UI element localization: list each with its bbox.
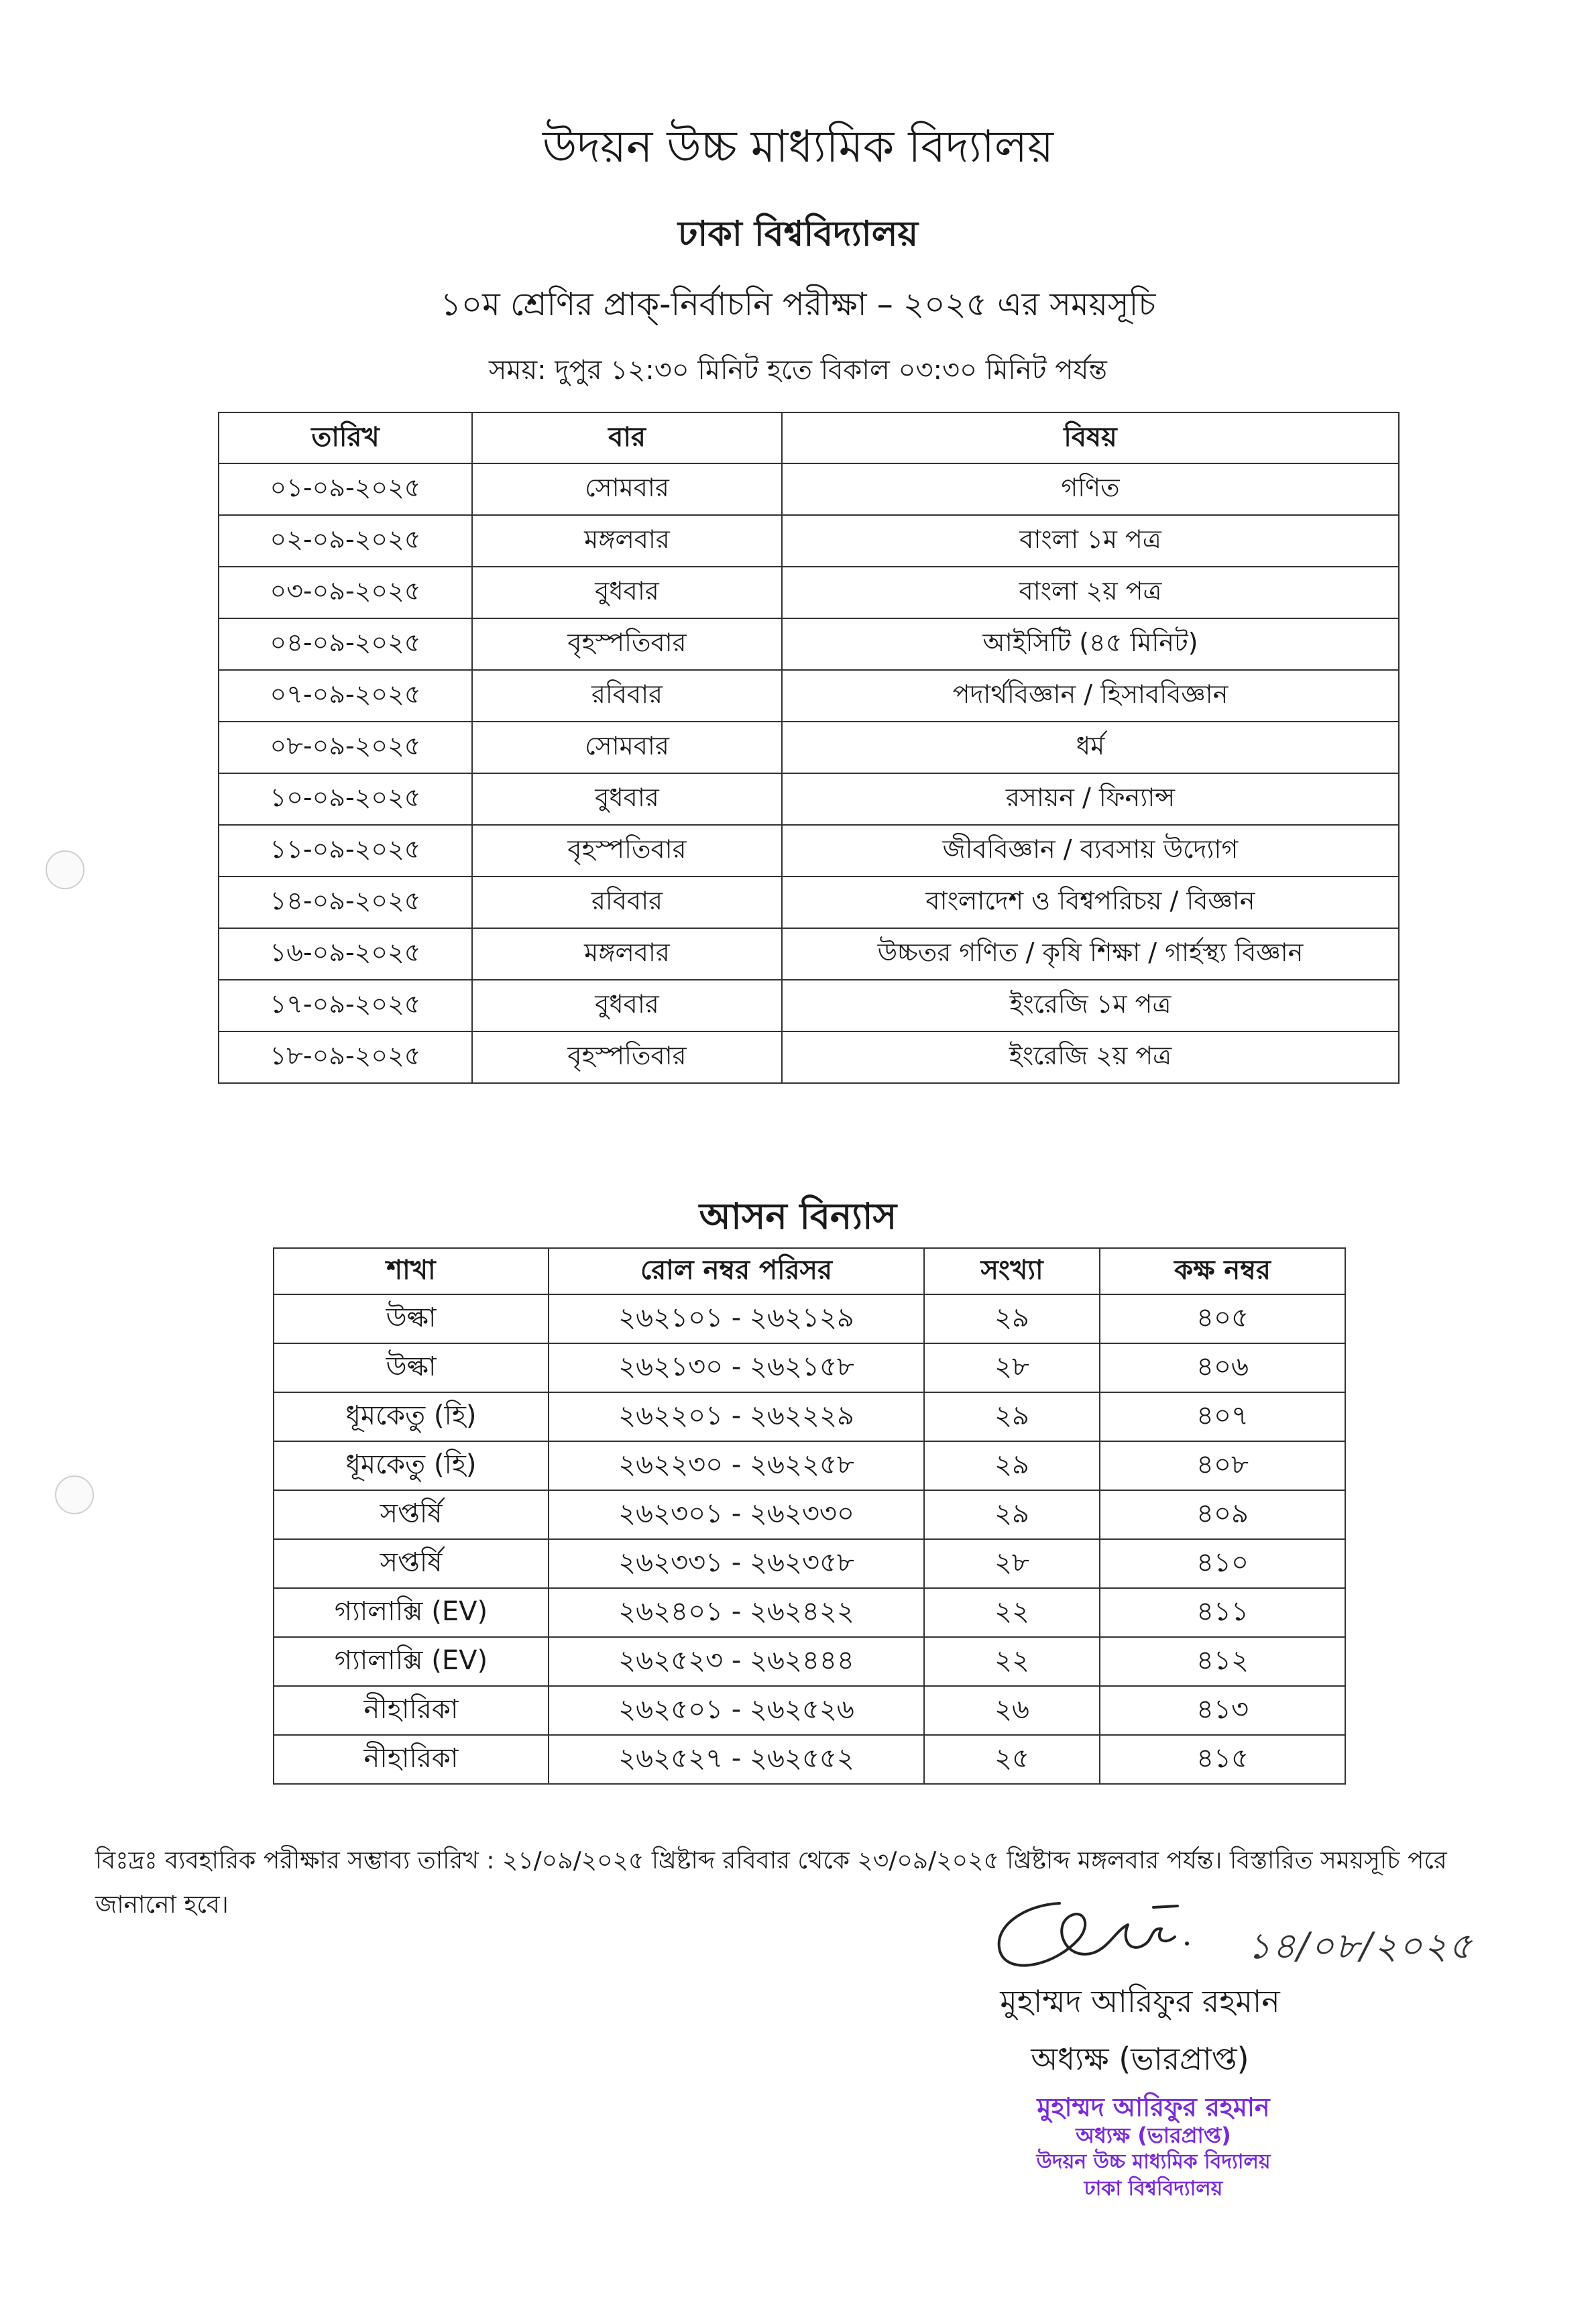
- handwritten-signature: [986, 1891, 1241, 1985]
- student-count: ২৮: [924, 1343, 1100, 1392]
- exam-day: বৃহস্পতিবার: [472, 618, 782, 670]
- exam-date: ১৬-০৯-২০২৫: [219, 928, 472, 980]
- table-row: [274, 1637, 1345, 1686]
- section-name: গ্যালাক্সি (EV): [274, 1588, 549, 1637]
- room-number: ৪০৬: [1100, 1343, 1345, 1392]
- room-number: ৪১১: [1100, 1588, 1345, 1637]
- section-name: উল্কা: [274, 1343, 549, 1392]
- section-name: ধূমকেতু (হি): [274, 1441, 549, 1490]
- table-row: [274, 1588, 1345, 1637]
- table-row: [274, 1294, 1345, 1343]
- roll-range: ২৬২২৩০ - ২৬২২৫৮: [549, 1441, 924, 1490]
- exam-subject: জীববিজ্ঞান / ব্যবসায় উদ্যোগ: [782, 825, 1399, 877]
- exam-subject: রসায়ন / ফিন্যান্স: [782, 773, 1399, 825]
- seating-header-row: [274, 1248, 1345, 1294]
- signer-role: অধ্যক্ষ (ভারপ্রাপ্ত): [1031, 2041, 1249, 2077]
- section-name: সপ্তর্ষি: [274, 1490, 549, 1539]
- table-row: [219, 722, 1399, 773]
- roll-range: ২৬২৪০১ - ২৬২৪২২: [549, 1588, 924, 1637]
- section-name: ধূমকেতু (হি): [274, 1392, 549, 1441]
- room-number: ৪১০: [1100, 1539, 1345, 1588]
- exam-date: ১৪-০৯-২০২৫: [219, 877, 472, 928]
- exam-day: বৃহস্পতিবার: [472, 825, 782, 877]
- stamp-university: ঢাকা বিশ্ববিদ্যালয়: [1084, 2177, 1223, 2200]
- table-row: [274, 1392, 1345, 1441]
- table-row: [219, 515, 1399, 567]
- roll-range: ২৬২১৩০ - ২৬২১৫৮: [549, 1343, 924, 1392]
- roll-range: ২৬২৫০১ - ২৬২৫২৬: [549, 1686, 924, 1735]
- seating-header-section: শাখা: [274, 1248, 549, 1294]
- section-name: নীহারিকা: [274, 1686, 549, 1735]
- room-number: ৪০৮: [1100, 1441, 1345, 1490]
- table-row: [274, 1490, 1345, 1539]
- table-row: [219, 773, 1399, 825]
- student-count: ২২: [924, 1637, 1100, 1686]
- student-count: ২২: [924, 1588, 1100, 1637]
- room-number: ৪০৫: [1100, 1294, 1345, 1343]
- seating-heading: আসন বিন্যাস: [699, 1195, 897, 1237]
- seating-table: [273, 1247, 1346, 1785]
- exam-day: রবিবার: [472, 670, 782, 722]
- table-row: [219, 567, 1399, 618]
- exam-day: বৃহস্পতিবার: [472, 1031, 782, 1083]
- student-count: ২৯: [924, 1392, 1100, 1441]
- practical-exam-note: [95, 1839, 1510, 1927]
- exam-subject: বাংলা ২য় পত্র: [782, 567, 1399, 618]
- table-row: [274, 1735, 1345, 1784]
- exam-subject: উচ্চতর গণিত / কৃষি শিক্ষা / গার্হস্থ্য বিজ্ঞান: [782, 928, 1399, 980]
- student-count: ২৬: [924, 1686, 1100, 1735]
- official-stamp: [979, 2092, 1328, 2202]
- section-name: সপ্তর্ষি: [274, 1539, 549, 1588]
- table-row: [219, 825, 1399, 877]
- roll-range: ২৬২২০১ - ২৬২২২৯: [549, 1392, 924, 1441]
- schedule-header-subject: বিষয়: [782, 412, 1399, 463]
- exam-date: ০২-০৯-২০২৫: [219, 515, 472, 567]
- exam-date: ১৭-০৯-২০২৫: [219, 980, 472, 1031]
- table-row: [219, 618, 1399, 670]
- table-row: [219, 670, 1399, 722]
- exam-time: সময়: দুপুর ১২:৩০ মিনিট হতে বিকাল ০৩:৩০ মিনিট পর্যন্ত: [488, 355, 1108, 386]
- exam-date: ১৮-০৯-২০২৫: [219, 1031, 472, 1083]
- exam-subject: বাংলাদেশ ও বিশ্বপরিচয় / বিজ্ঞান: [782, 877, 1399, 928]
- table-row: [274, 1686, 1345, 1735]
- roll-range: ২৬২৫২৭ - ২৬২৫৫২: [549, 1735, 924, 1784]
- stamp-name: মুহাম্মদ আরিফুর রহমান: [1037, 2092, 1270, 2122]
- student-count: ২৫: [924, 1735, 1100, 1784]
- exam-date: ০৭-০৯-২০২৫: [219, 670, 472, 722]
- exam-day: মঙ্গলবার: [472, 928, 782, 980]
- exam-subject: গণিত: [782, 463, 1399, 515]
- room-number: ৪১৩: [1100, 1686, 1345, 1735]
- seating-header-room: কক্ষ নম্বর: [1100, 1248, 1345, 1294]
- section-name: উল্কা: [274, 1294, 549, 1343]
- student-count: ২৮: [924, 1539, 1100, 1588]
- exam-day: বুধবার: [472, 567, 782, 618]
- stamp-role: অধ্যক্ষ (ভারপ্রাপ্ত): [1076, 2123, 1231, 2148]
- exam-date: ০৩-০৯-২০২৫: [219, 567, 472, 618]
- roll-range: ২৬২৩০১ - ২৬২৩৩০: [549, 1490, 924, 1539]
- roll-range: ২৬২৩৩১ - ২৬২৩৫৮: [549, 1539, 924, 1588]
- note-text: ব্যবহারিক পরীক্ষার সম্ভাব্য তারিখ : ২১/০৯/২০২৫ খ্রিষ্টাব্দ রবিবার থেকে ২৩/০৯/২০২৫ খ্রিষ্টাব্দ মঙ্গলবার পর্যন্ত। বিস্তারিত সময়সূচি পরে জানানো হবে।: [95, 1847, 1447, 1919]
- table-row: [219, 980, 1399, 1031]
- table-row: [219, 1031, 1399, 1083]
- note-label: বিঃদ্রঃ: [95, 1847, 158, 1874]
- signed-date: ১৪/০৮/২০২৫: [1247, 1925, 1473, 1967]
- schedule-header-date: তারিখ: [219, 412, 472, 463]
- exam-date: ০৮-০৯-২০২৫: [219, 722, 472, 773]
- exam-subject: পদার্থবিজ্ঞান / হিসাববিজ্ঞান: [782, 670, 1399, 722]
- exam-subject: ধর্ম: [782, 722, 1399, 773]
- student-count: ২৯: [924, 1490, 1100, 1539]
- room-number: ৪১২: [1100, 1637, 1345, 1686]
- student-count: ২৯: [924, 1441, 1100, 1490]
- exam-title: ১০ম শ্রেণির প্রাক্-নির্বাচনি পরীক্ষা – ২০২৫ এর সময়সূচি: [440, 286, 1156, 323]
- table-row: [274, 1539, 1345, 1588]
- seating-header-roll-range: রোল নম্বর পরিসর: [549, 1248, 924, 1294]
- exam-day: মঙ্গলবার: [472, 515, 782, 567]
- exam-date: ১১-০৯-২০২৫: [219, 825, 472, 877]
- exam-day: রবিবার: [472, 877, 782, 928]
- signer-name: মুহাম্মদ আরিফুর রহমান: [1000, 1983, 1280, 2019]
- table-row: [219, 463, 1399, 515]
- exam-day: বুধবার: [472, 773, 782, 825]
- exam-date: ১০-০৯-২০২৫: [219, 773, 472, 825]
- exam-day: সোমবার: [472, 463, 782, 515]
- exam-schedule-table: [218, 412, 1400, 1084]
- table-row: [219, 877, 1399, 928]
- table-row: [219, 928, 1399, 980]
- exam-subject: আইসিটি (৪৫ মিনিট): [782, 618, 1399, 670]
- room-number: ৪০৯: [1100, 1490, 1345, 1539]
- roll-range: ২৬২১০১ - ২৬২১২৯: [549, 1294, 924, 1343]
- stamp-school: উদয়ন উচ্চ মাধ্যমিক বিদ্যালয়: [1036, 2150, 1271, 2174]
- exam-subject: ইংরেজি ১ম পত্র: [782, 980, 1399, 1031]
- table-row: [274, 1343, 1345, 1392]
- room-number: ৪০৭: [1100, 1392, 1345, 1441]
- university-name: ঢাকা বিশ্ববিদ্যালয়: [677, 214, 919, 254]
- exam-date: ০১-০৯-২০২৫: [219, 463, 472, 515]
- table-row: [274, 1441, 1345, 1490]
- punch-hole: [46, 850, 84, 889]
- exam-date: ০৪-০৯-২০২৫: [219, 618, 472, 670]
- seating-header-count: সংখ্যা: [924, 1248, 1100, 1294]
- student-count: ২৯: [924, 1294, 1100, 1343]
- exam-subject: ইংরেজি ২য় পত্র: [782, 1031, 1399, 1083]
- exam-day: বুধবার: [472, 980, 782, 1031]
- punch-hole: [55, 1475, 94, 1514]
- room-number: ৪১৫: [1100, 1735, 1345, 1784]
- roll-range: ২৬২৫২৩ - ২৬২৪৪৪: [549, 1637, 924, 1686]
- section-name: নীহারিকা: [274, 1735, 549, 1784]
- schedule-header-row: [219, 412, 1399, 463]
- exam-subject: বাংলা ১ম পত্র: [782, 515, 1399, 567]
- section-name: গ্যালাক্সি (EV): [274, 1637, 549, 1686]
- schedule-header-day: বার: [472, 412, 782, 463]
- exam-day: সোমবার: [472, 722, 782, 773]
- school-name: উদয়ন উচ্চ মাধ্যমিক বিদ্যালয়: [543, 121, 1053, 172]
